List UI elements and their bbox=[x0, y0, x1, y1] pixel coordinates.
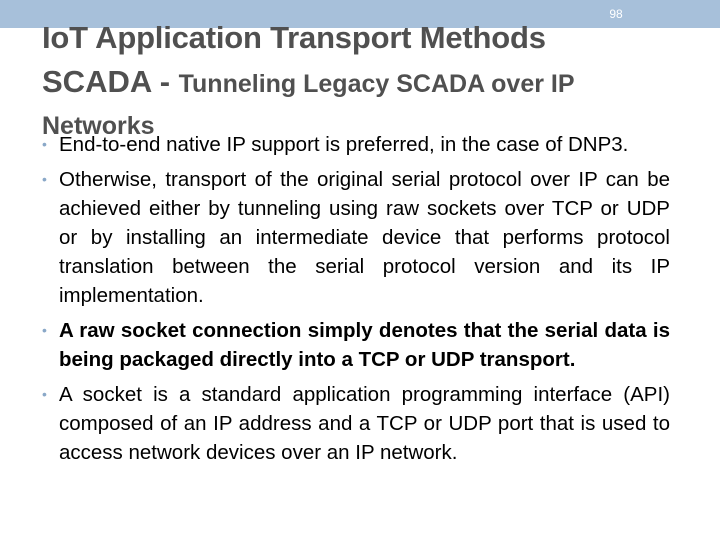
bullet-item bbox=[42, 316, 670, 374]
bullet-item bbox=[42, 380, 670, 467]
bullet-list bbox=[42, 130, 670, 473]
slide-title: IoT Application Transport Methods bbox=[42, 20, 546, 55]
slide-subtitle bbox=[42, 64, 575, 100]
bullet-item bbox=[42, 130, 670, 159]
slide-number: 98 bbox=[609, 7, 623, 21]
subtitle-continuation: Networks bbox=[42, 112, 155, 140]
bullet-icon: • bbox=[42, 322, 47, 338]
subtitle-prefix: SCADA - bbox=[42, 64, 179, 99]
bullet-item bbox=[42, 165, 670, 310]
bullet-text: A raw socket connection simply denotes that the serial data is being packaged directly into a TCP or UDP transport. bbox=[59, 319, 670, 371]
bullet-icon: • bbox=[42, 386, 47, 402]
bullet-icon: • bbox=[42, 136, 47, 152]
subtitle-text: Tunneling Legacy SCADA over IP bbox=[178, 70, 575, 98]
bullet-icon: • bbox=[42, 171, 47, 187]
bullet-text: End-to-end native IP support is preferred, in the case of DNP3. bbox=[59, 133, 629, 156]
bullet-text: A socket is a standard application programming interface (API) composed of an IP address and a TCP or UDP port that is used to access network devices over an IP network. bbox=[59, 383, 670, 464]
bullet-text: Otherwise, transport of the original serial protocol over IP can be achieved either by tunneling using raw sockets over TCP or UDP or by installing an intermediate device that performs protocol translation between the serial protocol version and its IP implementation. bbox=[59, 168, 670, 307]
